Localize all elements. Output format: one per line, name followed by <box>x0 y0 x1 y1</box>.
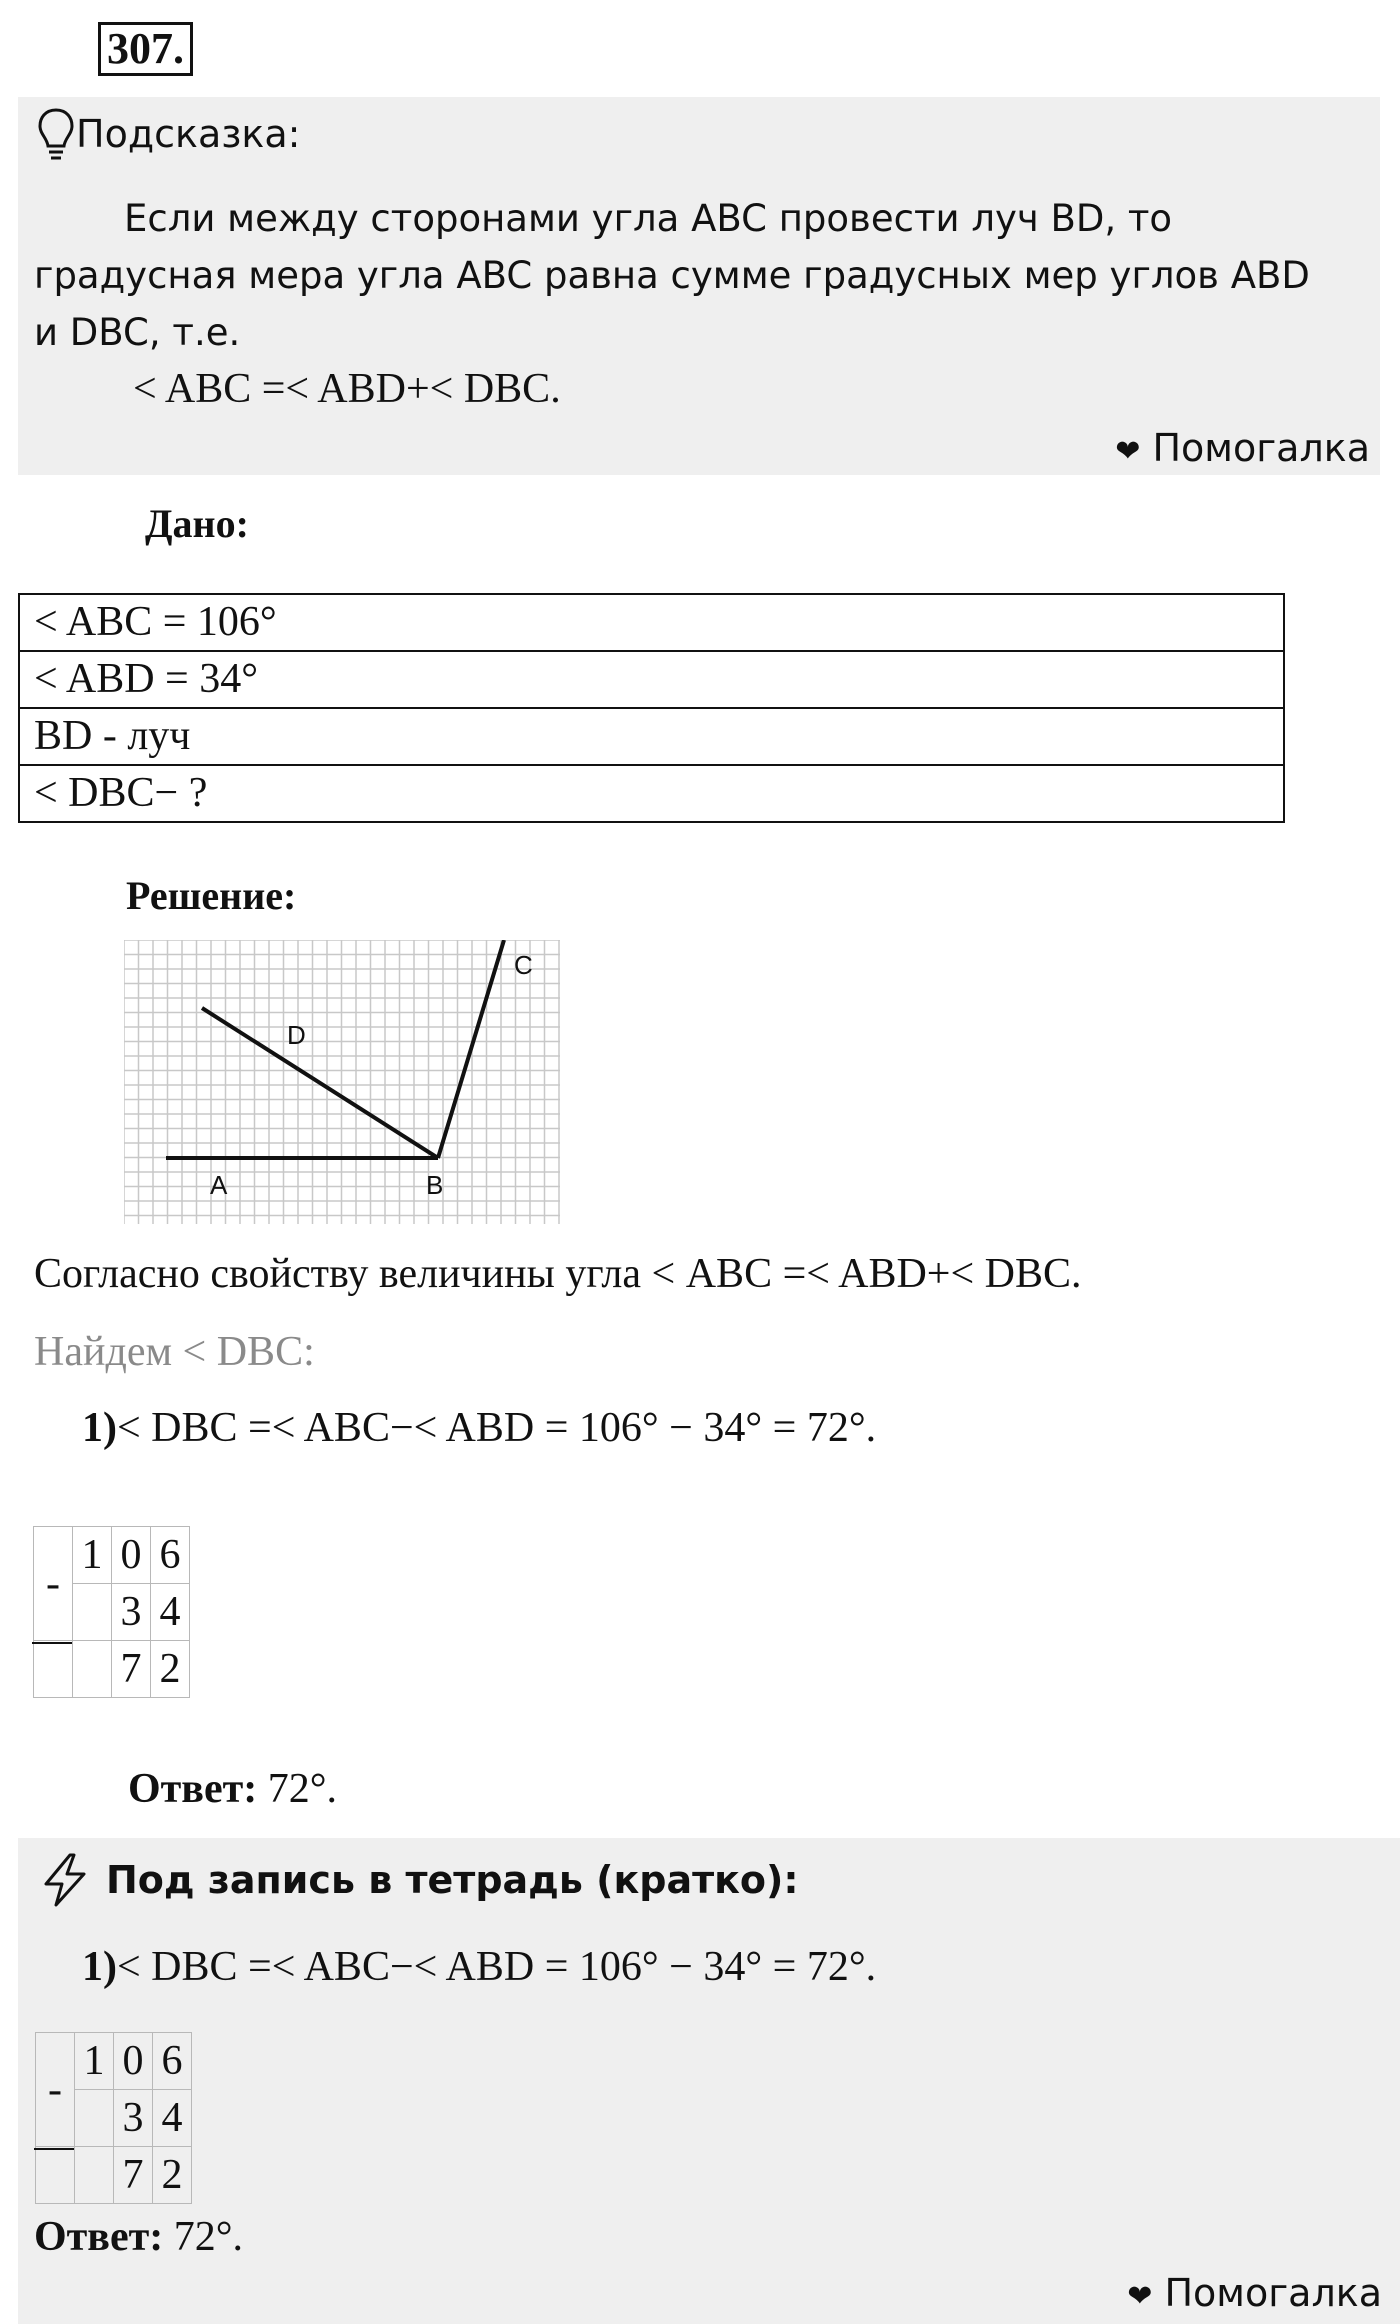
step-expression: < DBC =< ABC−< ABD = 106° − 34° = 72°. <box>117 1944 877 1990</box>
heart-icon: ❤ <box>1127 2279 1153 2314</box>
subtraction-line <box>34 2148 74 2150</box>
given-label: Дано: <box>145 501 249 546</box>
minus-sign: - <box>34 1527 73 1641</box>
point-a-label: A <box>210 1170 228 1200</box>
digit-cell <box>75 2090 114 2147</box>
given-cell: < ABC = 106° <box>19 594 1284 651</box>
hint-text: Если между сторонами угла ABC провести луч BD, то градусная мера угла ABC равна сумме градусных мер углов ABD и DBC, т.е. <box>34 197 1310 354</box>
digit-cell: 0 <box>114 2033 153 2090</box>
subtraction-line <box>32 1642 72 1644</box>
solution-label: Решение: <box>126 873 297 918</box>
answer-value: 72°. <box>173 2214 244 2260</box>
digit-cell: 6 <box>151 1527 190 1584</box>
task-number: 307. <box>98 22 193 76</box>
given-cell: BD - луч <box>19 708 1284 765</box>
hint-title: Подсказка: <box>76 112 301 156</box>
given-cell: < ABD = 34° <box>19 651 1284 708</box>
notebook-answer <box>34 2208 243 2266</box>
digit-cell: 7 <box>112 1641 151 1698</box>
notebook-column-subtraction <box>35 2032 192 2204</box>
notebook-title: Под запись в тетрадь (кратко): <box>106 1858 799 1902</box>
angle-diagram <box>124 940 560 1224</box>
digit-cell: 0 <box>112 1527 151 1584</box>
answer-value: 72°. <box>267 1766 338 1812</box>
notebook-brand <box>1127 2267 1382 2323</box>
step-number: 1) <box>82 1405 117 1451</box>
blank-cell <box>34 1641 73 1698</box>
digit-cell: 6 <box>153 2033 192 2090</box>
answer <box>128 1760 337 1818</box>
digit-cell <box>73 1641 112 1698</box>
minus-sign: - <box>36 2033 75 2147</box>
point-c-label: C <box>514 950 533 980</box>
digit-cell: 2 <box>151 1641 190 1698</box>
point-b-label: B <box>426 1170 444 1200</box>
property-statement: Согласно свойству величины угла < ABC =< ABD+< DBC. <box>34 1251 1082 1297</box>
notebook-step <box>82 1938 876 1996</box>
given-row <box>19 708 1284 765</box>
digit-cell: 3 <box>114 2090 153 2147</box>
blank-cell <box>36 2147 75 2204</box>
given-row <box>19 594 1284 651</box>
heart-icon: ❤ <box>1115 434 1141 469</box>
ray-bd <box>202 1008 438 1158</box>
ray-bc <box>438 940 504 1158</box>
find-statement: Найдем < DBC: <box>34 1329 315 1375</box>
digit-cell: 4 <box>153 2090 192 2147</box>
digit-cell <box>75 2147 114 2204</box>
solution-step <box>82 1399 876 1457</box>
answer-label: Ответ: <box>128 1766 258 1812</box>
point-d-label: D <box>287 1020 306 1050</box>
step-number: 1) <box>82 1944 117 1990</box>
digit-cell: 1 <box>75 2033 114 2090</box>
lightning-icon <box>40 1852 90 1908</box>
column-subtraction <box>33 1526 190 1698</box>
given-cell: < DBC− ? <box>19 765 1284 822</box>
digit-cell <box>73 1584 112 1641</box>
digit-cell: 2 <box>153 2147 192 2204</box>
grid-lines <box>124 940 560 1224</box>
digit-cell: 3 <box>112 1584 151 1641</box>
lightbulb-icon <box>36 106 76 162</box>
given-row <box>19 765 1284 822</box>
brand-label: Помогалка <box>1164 2271 1382 2315</box>
brand-label: Помогалка <box>1152 426 1370 470</box>
hint-formula: < ABC =< ABD+< DBC. <box>133 366 561 412</box>
digit-cell: 7 <box>114 2147 153 2204</box>
given-table <box>18 593 1285 823</box>
step-expression: < DBC =< ABC−< ABD = 106° − 34° = 72°. <box>117 1405 877 1451</box>
given-row <box>19 651 1284 708</box>
hint-brand <box>1115 422 1370 478</box>
digit-cell: 1 <box>73 1527 112 1584</box>
answer-label: Ответ: <box>34 2214 164 2260</box>
digit-cell: 4 <box>151 1584 190 1641</box>
